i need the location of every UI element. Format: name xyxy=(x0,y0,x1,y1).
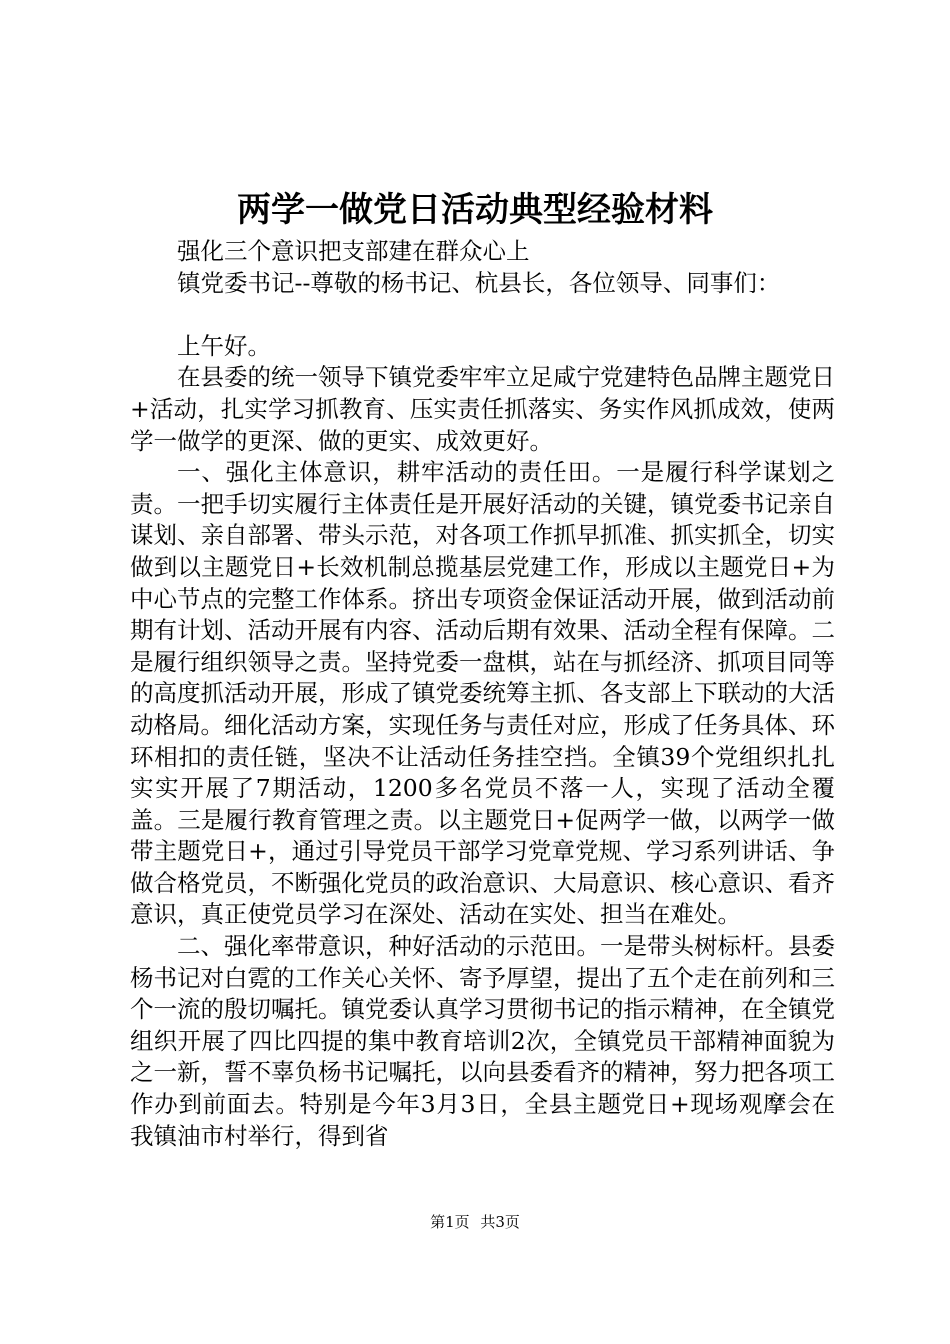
document-title: 两学一做党日活动典型经验材料 xyxy=(237,190,713,230)
page-total: 共3页 xyxy=(480,1213,520,1231)
body-paragraph: 二、强化率带意识，种好活动的示范田。一是带头树标杆。县委杨书记对白霓的工作关心关怀、寄予厚望，提出了五个走在前列和三个一流的殷切嘱托。镇党委认真学习贯彻书记的指示精神，在全镇党组织开展了四比四提的集中教育培训2次，全镇党员干部精神面貌为之一新，誓不辜负杨书记嘱托，以向县委看齐的精神，努力把各项工作办到前面去。特别是今年3月3日，全县主题党日+现场观摩会在我镇油市村举行，得到省 xyxy=(130,932,835,1150)
page-footer xyxy=(0,1212,950,1232)
document-subtitle: 强化三个意识把支部建在群众心上 xyxy=(177,237,530,265)
document-body xyxy=(130,236,835,1152)
body-paragraph: 在县委的统一领导下镇党委牢牢立足咸宁党建特色品牌主题党日+活动，扎实学习抓教育、压实责任抓落实、务实作风抓成效，使两学一做学的更深、做的更实、成效更好。 xyxy=(130,363,835,455)
body-paragraph: 一、强化主体意识，耕牢活动的责任田。一是履行科学谋划之责。一把手切实履行主体责任是开展好活动的关键，镇党委书记亲自谋划、亲自部署、带头示范，对各项工作抓早抓准、抓实抓全，切实做到以主题党日+长效机制总揽基层党建工作，形成以主题党日+为中心节点的完整工作体系。挤出专项资金保证活动开展，做到活动前期有计划、活动开展有内容、活动后期有效果、活动全程有保障。二是履行组织领导之责。坚持党委一盘棋，站在与抓经济、抓项目同等的高度抓活动开展，形成了镇党委统筹主抓、各支部上下联动的大活动格局。细化活动方案，实现任务与责任对应，形成了任务具体、环环相扣的责任链，坚决不让活动任务挂空挡。全镇39个党组织扎扎实实开展了7期活动，1200多名党员不落一人，实现了活动全覆盖。三是履行教育管理之责。以主题党日+促两学一做，以两学一做带主题党日+，通过引导党员干部学习党章党规、学习系列讲话、争做合格党员，不断强化党员的政治意识、大局意识、核心意识、看齐意识，真正使党员学习在深处、活动在实处、担当在难处。 xyxy=(130,458,835,929)
page-number: 第1页 xyxy=(430,1213,470,1231)
document-greeting: 上午好。 xyxy=(177,331,271,360)
document-salutation: 镇党委书记--尊敬的杨书记、杭县长，各位领导、同事们： xyxy=(177,268,781,297)
